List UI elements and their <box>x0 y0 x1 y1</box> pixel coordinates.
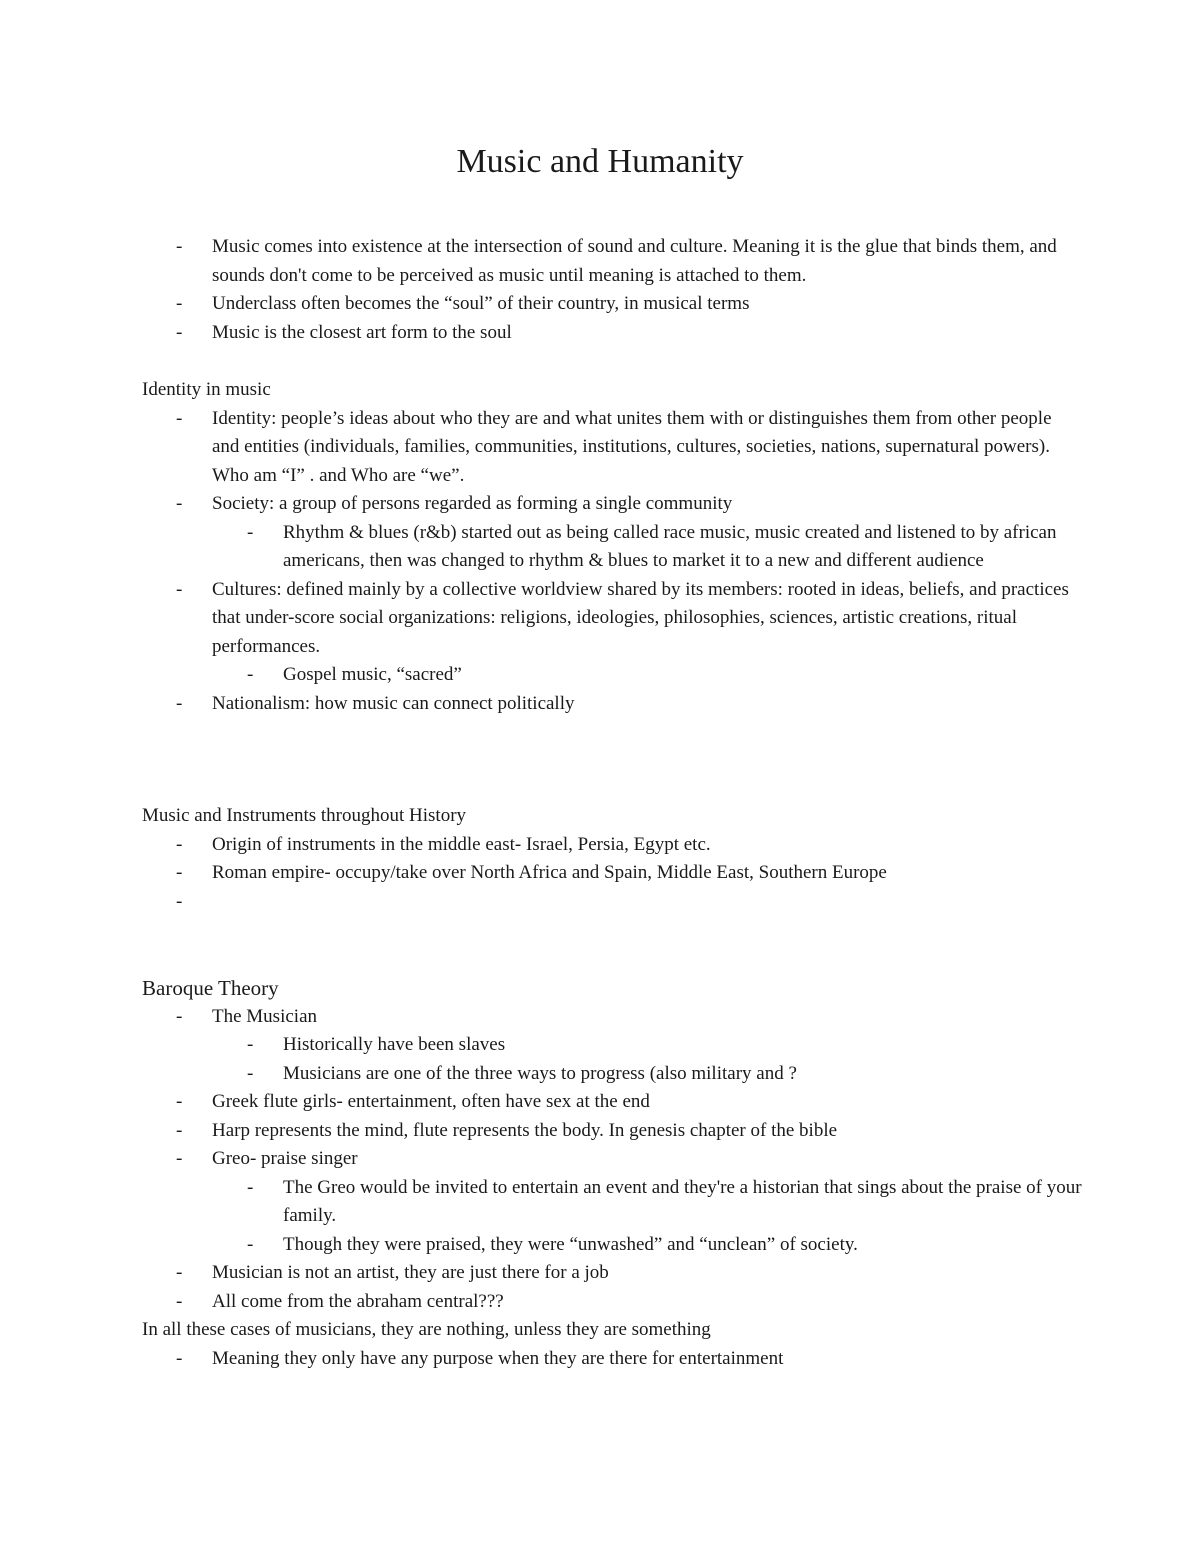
page-title: Music and Humanity <box>456 143 744 180</box>
list-item <box>142 576 1082 662</box>
bullet-dash: - <box>176 1119 183 1141</box>
list-item <box>142 1003 1082 1032</box>
bullet-dash: - <box>176 493 183 514</box>
list-item-text: Greo- praise singer <box>212 1148 358 1169</box>
list-item <box>142 490 1082 519</box>
bullet-dash: - <box>247 1062 254 1084</box>
list-item <box>142 233 1082 290</box>
closing-paragraph: In all these cases of musicians, they are nothing, unless they are something <box>142 1319 711 1340</box>
sub-list-item <box>142 1060 1082 1089</box>
list-item-text: Society: a group of persons regarded as forming a single community <box>212 493 733 514</box>
instruments-section <box>142 802 1082 912</box>
list-item-text: Music is the closest art form to the soul <box>212 321 512 343</box>
bullet-dash: - <box>176 833 183 855</box>
list-item <box>142 1288 1082 1317</box>
bullet-dash: - <box>176 862 183 883</box>
list-item <box>142 1145 1082 1174</box>
list-item-text: Identity: people’s ideas about who they are and what unites them with or distinguishes them from other people and entities (individuals, families, communities, institutions, cultures, societies, nations, supernatural powers). Who am “I” . and Who are “we”. <box>212 407 1052 486</box>
bullet-dash: - <box>176 236 183 257</box>
bullet-dash: - <box>176 1091 183 1112</box>
list-item-text: Nationalism: how music can connect politically <box>212 692 575 714</box>
intro-list <box>142 233 1082 347</box>
list-item-text: Greek flute girls- entertainment, often have sex at the end <box>212 1091 650 1112</box>
intro-section <box>142 233 1082 347</box>
bullet-dash: - <box>247 521 254 543</box>
closing-list <box>142 1345 1082 1374</box>
identity-list <box>142 405 1082 719</box>
baroque-section <box>142 974 1082 1373</box>
bullet-dash: - <box>176 1262 183 1283</box>
bullet-dash: - <box>247 1176 254 1198</box>
sub-list-item <box>142 1174 1082 1231</box>
identity-section <box>142 376 1082 718</box>
bullet-dash: - <box>176 1347 183 1369</box>
list-item-text: The Greo would be invited to entertain an event and they're a historian that sings about the praise of your family. <box>283 1176 1082 1226</box>
list-item-text: Roman empire- occupy/take over North Africa and Spain, Middle East, Southern Europe <box>212 862 887 883</box>
bullet-dash: - <box>176 293 183 314</box>
bullet-dash: - <box>176 321 183 343</box>
bullet-dash: - <box>176 407 183 429</box>
list-item <box>142 319 1082 348</box>
list-item-text: Musicians are one of the three ways to progress (also military and ? <box>283 1062 797 1084</box>
list-item-text: Gospel music, “sacred” <box>283 664 462 685</box>
list-item-text: Historically have been slaves <box>283 1034 506 1055</box>
sub-list-item <box>142 1231 1082 1260</box>
list-item-text: Musician is not an artist, they are just there for a job <box>212 1262 609 1283</box>
list-item <box>142 1345 1082 1374</box>
section-heading-identity: Identity in music <box>142 379 271 400</box>
section-heading-baroque: Baroque Theory <box>142 976 279 1000</box>
bullet-dash: - <box>247 1233 254 1255</box>
list-item-text: Origin of instruments in the middle east- Israel, Persia, Egypt etc. <box>212 833 711 855</box>
instruments-list <box>142 831 1082 912</box>
list-item-text: Though they were praised, they were “unwashed” and “unclean” of society. <box>283 1233 858 1255</box>
list-item-text: All come from the abraham central??? <box>212 1290 504 1312</box>
bullet-dash: - <box>247 664 254 685</box>
list-item-text: Music comes into existence at the intersection of sound and culture. Meaning it is the glue that binds them, and sounds don't come to be perceived as music until meaning is attached to them. <box>212 236 1057 286</box>
bullet-dash: - <box>247 1034 254 1055</box>
list-item <box>142 831 1082 860</box>
bullet-dash: - <box>176 692 183 714</box>
list-item <box>142 690 1082 719</box>
list-item <box>142 290 1082 319</box>
list-item-text: Cultures: defined mainly by a collective worldview shared by its members: rooted in ideas, beliefs, and practices that under-score social organizations: religions, ideologies, philosophies, sciences, artistic creations, ritual performances. <box>212 578 1069 657</box>
list-item <box>142 1117 1082 1146</box>
sub-list-item <box>142 1031 1082 1060</box>
bullet-dash: - <box>176 578 183 600</box>
baroque-list <box>142 1003 1082 1317</box>
list-item-text: Underclass often becomes the “soul” of their country, in musical terms <box>212 293 750 314</box>
bullet-dash: - <box>176 1148 183 1169</box>
bullet-dash: - <box>176 890 183 912</box>
list-item-text: The Musician <box>212 1005 318 1027</box>
list-item-text: Harp represents the mind, flute represents the body. In genesis chapter of the bible <box>212 1119 838 1141</box>
bullet-dash: - <box>176 1005 183 1027</box>
sub-list-item <box>142 661 1082 690</box>
list-item <box>142 405 1082 491</box>
section-heading-instruments: Music and Instruments throughout History <box>142 805 467 826</box>
list-item <box>142 859 1082 888</box>
list-item <box>142 1088 1082 1117</box>
list-item <box>142 1259 1082 1288</box>
list-item-text: Rhythm & blues (r&b) started out as being called race music, music created and listened to by african americans, then was changed to rhythm & blues to market it to a new and different audience <box>283 521 1057 571</box>
list-item-text: Meaning they only have any purpose when they are there for entertainment <box>212 1347 784 1369</box>
sub-list-item <box>142 519 1082 576</box>
bullet-dash: - <box>176 1290 183 1312</box>
